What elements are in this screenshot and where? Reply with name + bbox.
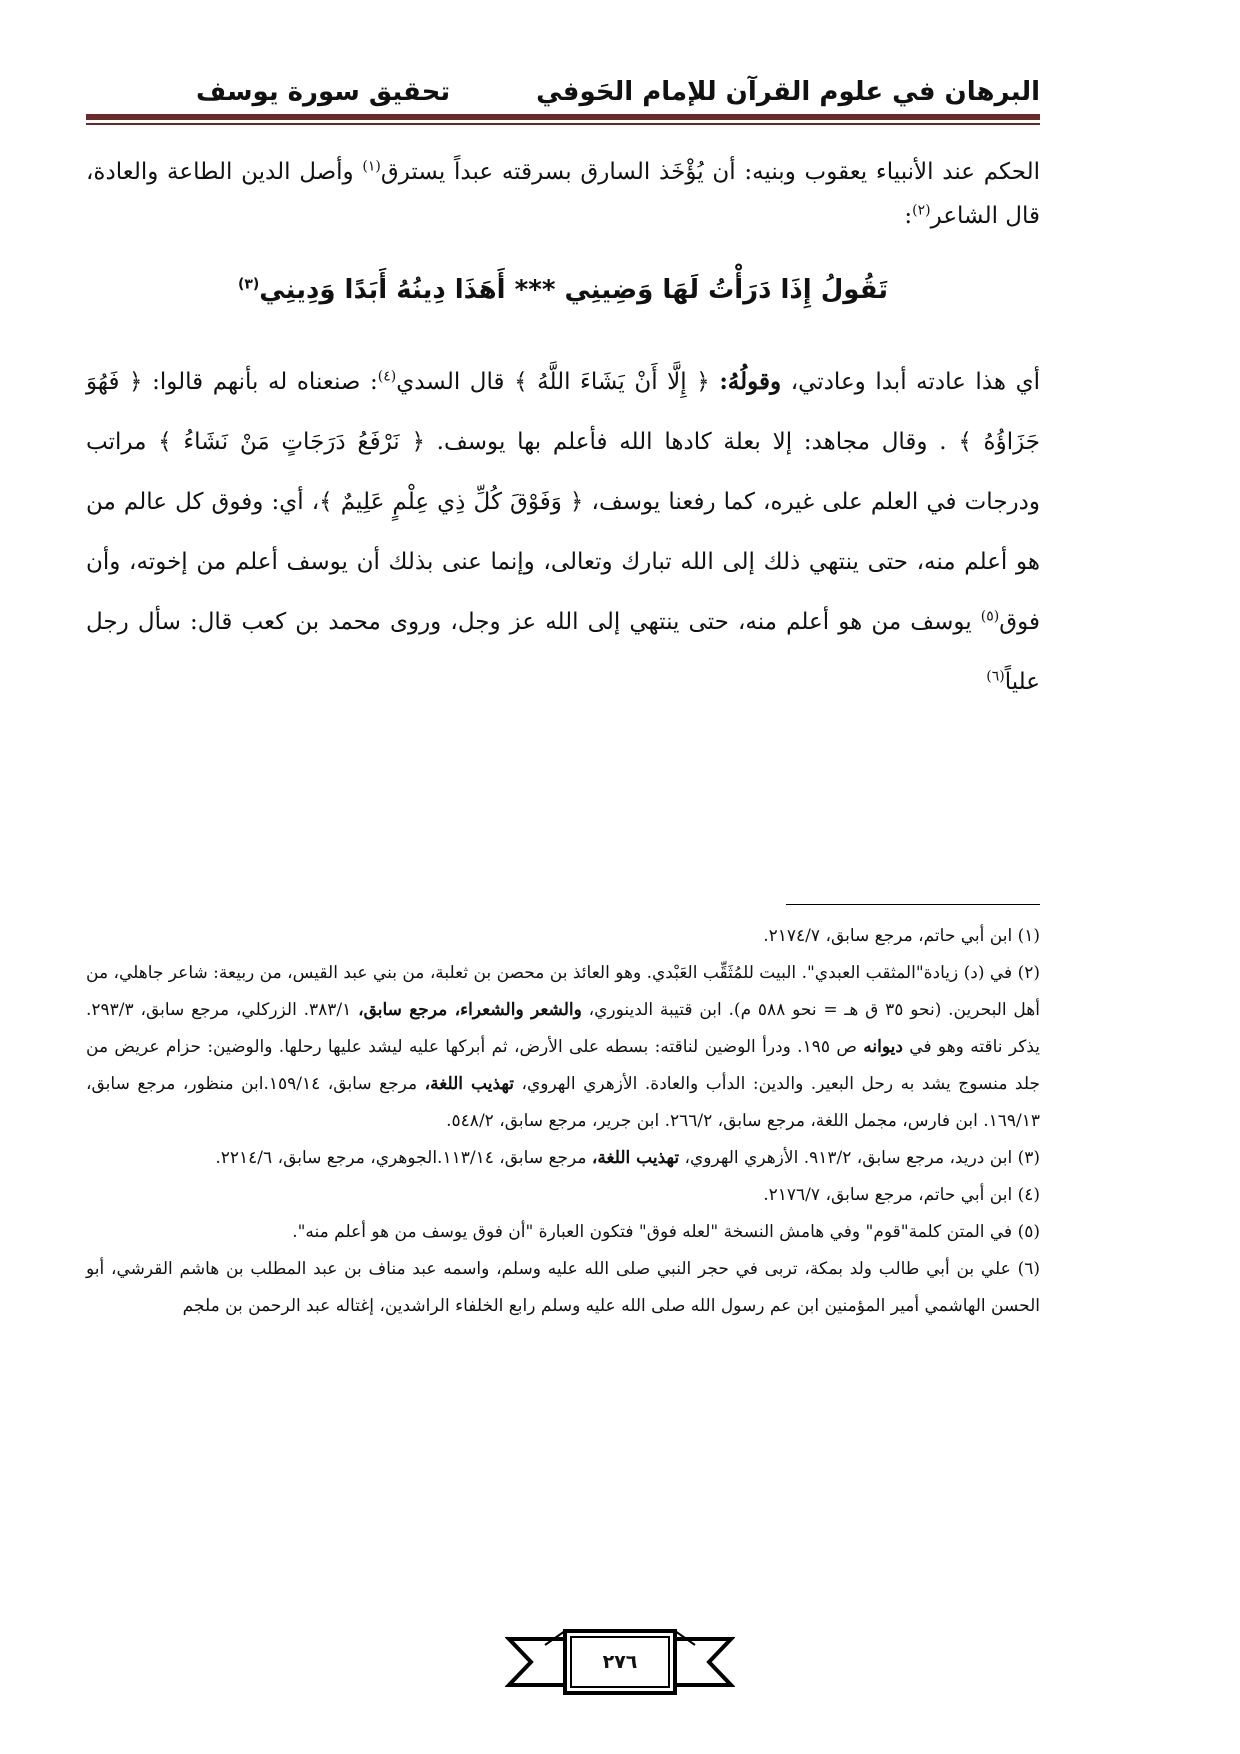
paragraph-1-text-a: الحكم عند الأنبياء يعقوب وبنيه: أن يُؤْخَذ السارق بسرقته عبداً يسترق bbox=[380, 159, 1040, 185]
footnote-2-bold-1: والشعر والشعراء، مرجع سابق، bbox=[358, 1000, 582, 1020]
verse-text: تَقُولُ إِذَا دَرَأْتُ لَهَا وَضِينِي *** أَهَذَا دِينُهُ أَبَدًا وَدِينِي bbox=[259, 275, 889, 305]
poetry-verse bbox=[86, 268, 1040, 312]
footnote-2 bbox=[86, 955, 1040, 1140]
footnotes bbox=[86, 918, 1040, 1325]
page-number-ribbon bbox=[505, 1625, 735, 1699]
footnote-5: (٥) في المتن كلمة"قوم" وفي هامش النسخة "لعله فوق" فتكون العبارة "أن فوق يوسف من هو أعلم منه". bbox=[292, 1222, 1040, 1242]
running-header bbox=[86, 72, 1040, 112]
footnote-ref-3[interactable]: (٣) bbox=[237, 276, 260, 293]
footnote-2-text-c: ص ١٩٥. ودرأ الوضين لناقته: بسطه على الأرض، ثم أبركها عليه ليشد عليها رحلها. والوضين: حزام عريض من جلد منسوج يشد به رحل البعير. والدين: الدأب والعادة. الأزهري الهروي، bbox=[86, 1037, 1040, 1094]
footnote-4: (٤) ابن أبي حاتم، مرجع سابق، ٢١٧٦/٧. bbox=[763, 1185, 1040, 1205]
footnote-3 bbox=[86, 1140, 1040, 1177]
footnote-ref-5[interactable]: (٥) bbox=[980, 608, 1000, 625]
paragraph-2-text-b: ﴿ إِلَّا أَنْ يَشَاءَ اللَّهُ ﴾ قال السدي bbox=[396, 369, 720, 395]
header-rule-thick bbox=[86, 114, 1040, 120]
footnote-3-text-b: مرجع سابق، ١١٣/١٤.الجوهري، مرجع سابق، ٢٢١٤/٦. bbox=[215, 1148, 592, 1168]
paragraph-2-text-d: يوسف من هو أعلم منه، حتى ينتهي إلى الله عز وجل، وروى محمد بن كعب قال: سأل رجل علياً bbox=[86, 609, 1040, 695]
footnote-ref-4[interactable]: (٤) bbox=[377, 368, 397, 385]
footnote-2-bold-3: تهذيب اللغة، bbox=[424, 1074, 514, 1094]
paragraph-2-text-a: أي هذا عادته أبدا وعادتي، bbox=[781, 369, 1040, 395]
footnote-3-bold: تهذيب اللغة، bbox=[591, 1148, 680, 1168]
footnote-1: (١) ابن أبي حاتم، مرجع سابق، ٢١٧٤/٧. bbox=[763, 926, 1040, 946]
paragraph-2-text-c: : صنعناه له بأنهم قالوا: ﴿ فَهُوَ جَزَاؤُهُ ﴾ . وقال مجاهد: إلا بعلة كادها الله فأعلم بها يوسف. ﴿ نَرْفَعُ دَرَجَاتٍ مَنْ نَشَاءُ ﴾ مراتب ودرجات في العلم على غيره، كما رفعنا يوسف، ﴿ وَفَوْقَ كُلِّ ذِي عِلْمٍ عَلِيمٌ ﴾، أي: وفوق كل عالم من هو أعلم منه، حتى ينتهي ذلك إلى الله تبارك وتعالى، وإنما عنى بذلك أن يوسف أعلم من إخوته، وأن فوق bbox=[86, 369, 1040, 635]
footnote-2-bold-2: ديوانه bbox=[863, 1037, 903, 1057]
paragraph-1 bbox=[86, 150, 1040, 238]
paragraph-2-bold: وقولُهُ: bbox=[719, 368, 782, 395]
footnote-ref-2[interactable]: (٢) bbox=[912, 202, 931, 219]
main-text bbox=[86, 150, 1040, 712]
header-rule-thin bbox=[86, 123, 1040, 125]
book-title: البرهان في علوم القرآن للإمام الحَوفي bbox=[536, 77, 1040, 107]
footnote-2-text-d: مرجع سابق، ١٥٩/١٤.ابن منظور، مرجع سابق، ١٦٩/١٣. ابن فارس، مجمل اللغة، مرجع سابق، ٢٦٦/٢. ابن جرير، مرجع سابق، ٥٤٨/٢. bbox=[86, 1074, 1040, 1131]
footnote-ref-6[interactable]: (٦) bbox=[986, 668, 1005, 685]
footnote-ref-1[interactable]: (١) bbox=[362, 158, 381, 175]
footnote-2-text-b: ٣٨٣/١. الزركلي، مرجع سابق، ٢٩٣/٣. يذكر ناقته وهو في bbox=[86, 1000, 1040, 1057]
footnote-separator bbox=[786, 904, 1040, 905]
footnote-3-text-a: (٣) ابن دريد، مرجع سابق، ٩١٣/٢. الأزهري الهروي، bbox=[679, 1148, 1040, 1168]
paragraph-1-text-c: : bbox=[904, 203, 913, 229]
paragraph-2 bbox=[86, 352, 1040, 712]
paragraph-1-text-b: وأصل الدين الطاعة والعادة، قال الشاعر bbox=[86, 159, 1040, 229]
footnote-6: (٦) علي بن أبي طالب ولد بمكة، تربى في حجر النبي صلى الله عليه وسلم، واسمه عبد مناف بن عبد المطلب بن هاشم القرشي، أبو الحسن الهاشمي أمير المؤمنين ابن عم رسول الله صلى الله عليه وسلم رابع الخلفاء الراشدين، إغتاله عبد الرحمن بن ملجم bbox=[86, 1259, 1040, 1316]
study-title: تحقيق سورة يوسف bbox=[196, 77, 451, 107]
page-number: ٢٧٦ bbox=[602, 1651, 638, 1673]
footnote-2-text-a: (٢) في (د) زيادة"المثقب العبدي". البيت للمُثَقِّب العَبْدي. وهو العائذ بن محصن بن ثعلبة، من بني عبد القيس، من ربيعة: شاعر جاهلي، من أهل البحرين. (نحو ٣٥ ق هـ = نحو ٥٨٨ م). ابن قتيبة الدينوري، bbox=[86, 963, 1040, 1020]
